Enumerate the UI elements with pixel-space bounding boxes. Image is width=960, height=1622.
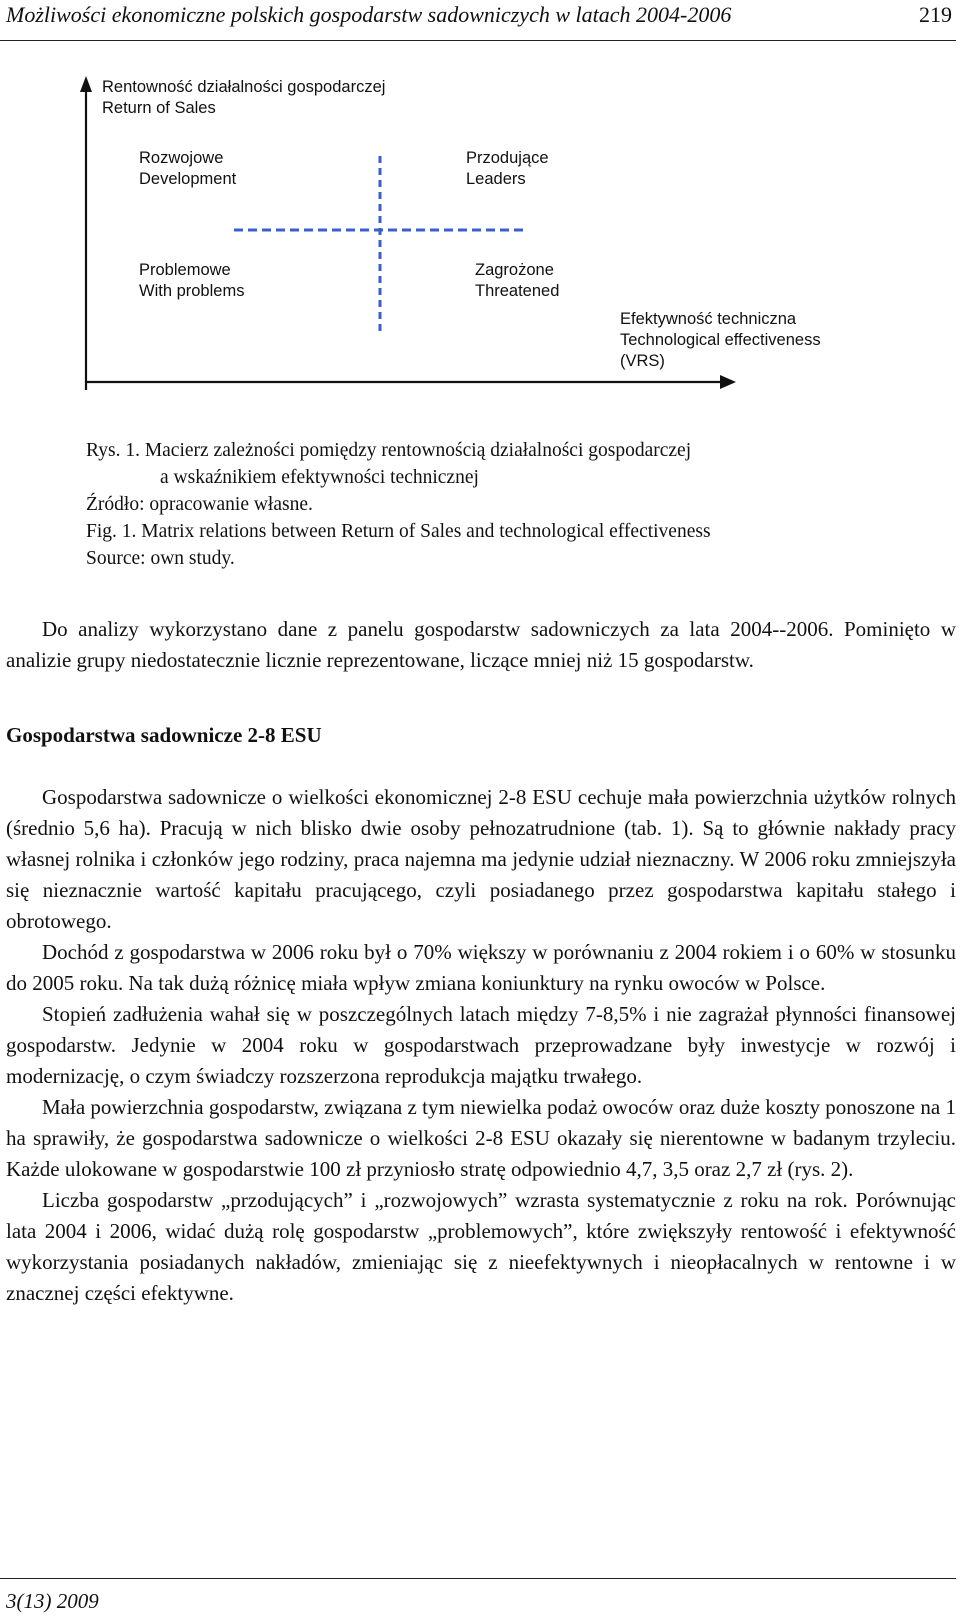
paragraph-4: Mała powierzchnia gospodarstw, związana z tym niewielka podaż owoców oraz duże koszty ponoszone na 1 ha sprawiły, że gospodarstwa sadownicze o wielkości 2-8 ESU okazały się nierentowne w badanym trzyleciu. Każde ulokowane w gospodarstwie 100 zł przyniosło stratę odpowiednio 4,7, 3,5 oraz 2,7 zł (rys. 2). [6,1095,956,1181]
quadrant-development [139,148,236,190]
caption-fig-line: Fig. 1. Matrix relations between Return of Sales and technological effectiveness [86,521,711,542]
article-body [6,614,956,1309]
quadrant-problems-pl: Problemowe [139,261,231,279]
y-axis-label-pl: Rentowność działalności gospodarczej [102,78,386,96]
quadrant-problems [139,260,244,302]
caption-rys-line2: a wskaźnikiem efektywności technicznej [160,467,479,488]
x-axis-label-en: Technological effectiveness [620,331,821,349]
running-header [0,0,956,41]
quadrant-leaders [466,148,549,190]
quadrant-development-pl: Rozwojowe [139,149,224,167]
intro-paragraph: Do analizy wykorzystano dane z panelu gospodarstw sadowniczych za lata 2004--2006. Pominięto w analizie grupy niedostatecznie licznie reprezentowane, liczące mniej niż 15 gospodarstw. [6,617,956,672]
x-axis-label-pl: Efektywność techniczna [620,310,797,328]
x-axis-arrowhead [720,375,736,389]
quadrant-threatened [475,260,559,302]
page-number: 219 [919,2,952,27]
paragraph-1: Gospodarstwa sadownicze o wielkości ekonomicznej 2-8 ESU cechuje mała powierzchnia użytków rolnych (średnio 5,6 ha). Pracują w nich blisko dwie osoby pełnozatrudnione (tab. 1). Są to głównie nakłady pracy własnej rolnika i członków jego rodziny, praca najemna ma jedynie udział nieznaczny. W 2006 roku zmniejszyła się nieznacznie wartość kapitału pracującego, czyli posiadanego przez gospodarstwa kapitału stałego i obrotowego. [6,785,956,933]
figure-matrix [0,60,960,410]
x-axis-label [620,309,821,372]
quadrant-threatened-pl: Zagrożone [475,261,554,279]
paragraph-3: Stopień zadłużenia wahał się w poszczególnych latach między 7-8,5% i nie zagrażał płynności finansowej gospodarstw. Jedynie w 2004 roku w gospodarstwach przeprowadzane były inwestycje w rozwój i modernizację, o czym świadczy rozszerzona reprodukcja majątku trwałego. [6,1002,956,1088]
caption-source: Source: own study. [86,548,235,569]
quadrant-threatened-en: Threatened [475,282,560,300]
y-axis-arrowhead [80,76,92,92]
figure-caption [86,437,946,572]
page-footer [0,1578,956,1613]
quadrant-development-en: Development [139,170,237,188]
y-axis-label [102,77,385,119]
paragraph-5: Liczba gospodarstw „przodujących” i „rozwojowych” wzrasta systematycznie z roku na rok. Porównując lata 2004 i 2006, widać dużą rolę gospodarstw „problemowych”, które zwiększyły rentowość i efektywność wykorzystania posiadanych nakładów, zmieniając się z nieefektywnych i nieopłacalnych w rentowne i w znacznej części efektywne. [6,1188,956,1305]
paragraph-2: Dochód z gospodarstwa w 2006 roku był o 70% większy w porównaniu z 2004 rokiem i o 60% w stosunku do 2005 roku. Na tak dużą różnicę miała wpływ zmiana koniunktury na rynku owoców w Polsce. [6,940,956,995]
caption-rys-line1: Rys. 1. Macierz zależności pomiędzy rentownością działalności gospodarczej [86,440,692,461]
caption-zrodlo: Źródło: opracowanie własne. [86,494,313,515]
quadrant-leaders-pl: Przodujące [466,149,549,167]
y-axis-label-en: Return of Sales [102,99,216,117]
x-axis-label-unit: (VRS) [620,352,665,370]
running-title: Możliwości ekonomiczne polskich gospodarstw sadowniczych w latach 2004-2006 [6,2,732,27]
quadrant-problems-en: With problems [139,282,245,300]
issue-number: 3(13) 2009 [6,1589,99,1613]
quadrant-leaders-en: Leaders [466,170,526,188]
section-heading: Gospodarstwa sadownicze 2-8 ESU [6,723,322,747]
